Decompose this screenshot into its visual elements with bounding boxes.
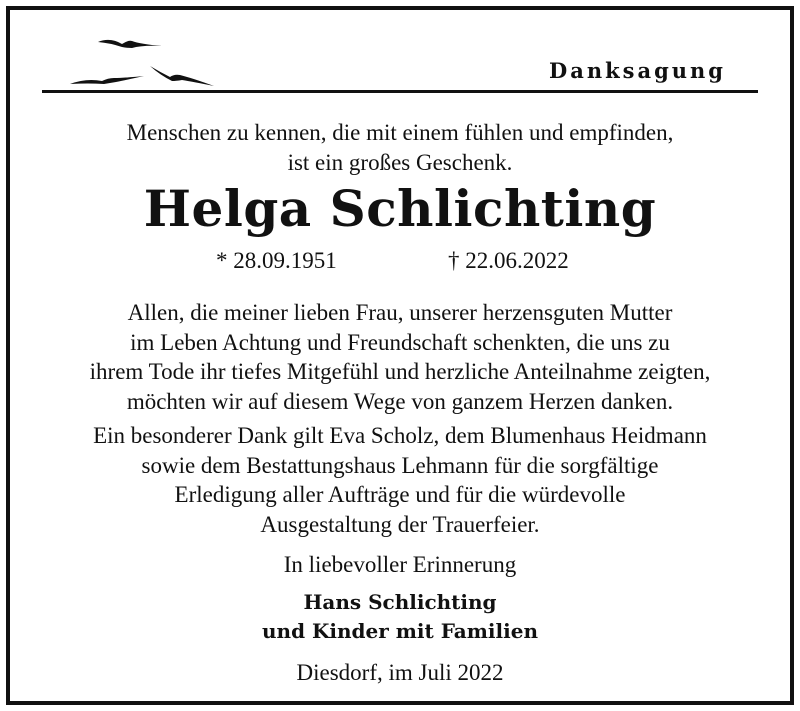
- flying-birds-icon: [62, 28, 222, 98]
- closing-phrase: In liebevoller Erinnerung: [283, 552, 517, 577]
- quote-line: ist ein großes Geschenk.: [287, 150, 513, 175]
- paragraph-line: Ein besonderer Dank gilt Eva Scholz, dem Blumenhaus Heidmann: [93, 423, 707, 448]
- paragraph-line: Erledigung aller Aufträge und für die würdevolle: [174, 482, 626, 507]
- paragraph-line: sowie dem Bestattungshaus Lehmann für die sorgfältige: [141, 452, 659, 478]
- signer-line: Hans Schlichting: [303, 590, 497, 614]
- paragraph-line: im Leben Achtung und Freundschaft schenkten, die uns zu: [130, 329, 670, 355]
- deceased-name: Helga Schlichting: [143, 179, 657, 238]
- paragraph-line: ihrem Tode ihr tiefes Mitgefühl und herzliche Anteilnahme zeigten,: [89, 359, 711, 384]
- signer-line: und Kinder mit Familien: [261, 619, 538, 643]
- paragraph-line: Ausgestaltung der Trauerfeier.: [260, 511, 540, 537]
- opening-quote: [10, 118, 790, 178]
- special-thanks-paragraph: [10, 421, 790, 539]
- death-date: † 22.06.2022: [448, 248, 569, 273]
- paragraph-line: Allen, die meiner lieben Frau, unserer herzensguten Mutter: [127, 300, 673, 325]
- quote-line: Menschen zu kennen, die mit einem fühlen und empfinden,: [126, 120, 674, 145]
- birth-date: * 28.09.1951: [216, 248, 337, 273]
- paragraph-line: möchten wir auf diesem Wege von ganzem Herzen danken.: [126, 388, 674, 414]
- header-divider: [42, 90, 758, 93]
- obituary-notice: [6, 6, 794, 705]
- place-date: Diesdorf, im Juli 2022: [296, 660, 504, 685]
- thanks-paragraph: [10, 298, 790, 416]
- header-title: Danksagung: [549, 58, 726, 83]
- signers: [10, 588, 790, 646]
